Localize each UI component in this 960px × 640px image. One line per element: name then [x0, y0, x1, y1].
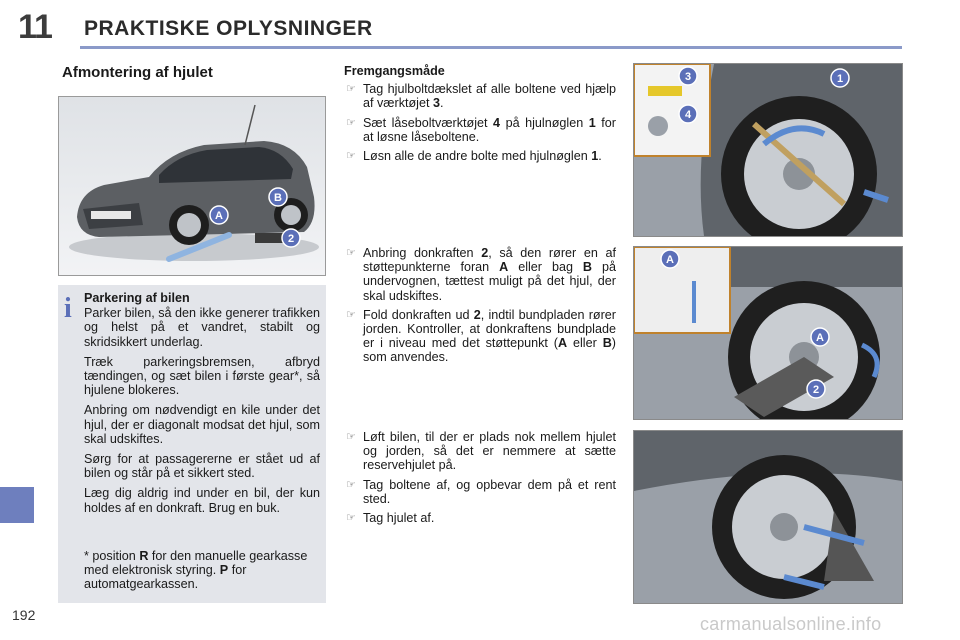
callout-b: B	[274, 192, 282, 204]
photo-wheel-bolts	[633, 63, 903, 237]
procedure-group-1	[344, 64, 616, 168]
info-title: Parkering af bilen	[84, 291, 190, 305]
procedure-group-3	[344, 430, 616, 530]
callout-2: 2	[287, 233, 295, 245]
info-icon: i	[64, 293, 72, 324]
callout-a: A	[816, 332, 824, 344]
callout-a: A	[666, 254, 674, 266]
callout-a: A	[215, 210, 223, 222]
page-number: 192	[12, 607, 36, 623]
pointing-hand-icon: ☞	[346, 431, 356, 443]
info-paragraph: Læg dig aldrig ind under en bil, der kun holdes af en donkraft. Brug en buk.	[84, 486, 320, 515]
callout-4: 4	[684, 109, 692, 121]
procedure-step: ☞ Tag boltene af, og opbevar dem på et rent sted.	[346, 477, 616, 506]
photo-wheel-removal	[633, 430, 903, 604]
procedure-step: ☞ Løsn alle de andre bolte med hjulnøglen 1.	[346, 149, 602, 164]
procedure-step: ☞ Anbring donkraften 2, så den rører en af støttepunkterne foran A eller bag B på undervognen, tættest muligt på det hjul, der skal udskiftes.	[346, 246, 616, 303]
callout-2: 2	[812, 384, 820, 396]
pointing-hand-icon: ☞	[346, 116, 356, 129]
callout-1: 1	[836, 73, 844, 85]
photo-jack-placement	[633, 246, 903, 420]
procedure-step: ☞ Tag hjulboltdækslet af alle boltene ved hjælp af værktøjet 3.	[346, 82, 616, 111]
procedure-step: ☞ Løft bilen, til der er plads nok mellem hjulet og jorden, så det er nemmere at sætte reservehjulet på.	[346, 430, 616, 473]
callout-3: 3	[684, 71, 692, 83]
pointing-hand-icon: ☞	[346, 83, 356, 96]
footnote: * position R for den manuelle gearkasse med elektronisk styring. P for automatgearkassen.	[84, 549, 308, 591]
pointing-hand-icon: ☞	[346, 308, 356, 321]
chapter-number: 11	[18, 8, 52, 46]
procedure-step: ☞ Sæt låseboltværktøjet 4 på hjulnøglen 1 for at løsne låseboltene.	[346, 115, 617, 144]
procedure-title: Fremgangsmåde	[344, 64, 445, 78]
procedure-group-2	[344, 246, 616, 370]
watermark: carmanualsonline.info	[700, 614, 882, 634]
procedure-step: ☞ Tag hjulet af.	[346, 511, 435, 526]
pointing-hand-icon: ☞	[346, 150, 356, 163]
section-heading: Afmontering af hjulet	[62, 64, 213, 81]
car-drawing	[59, 97, 325, 275]
pointing-hand-icon: ☞	[346, 478, 356, 491]
pointing-hand-icon: ☞	[346, 512, 356, 525]
pointing-hand-icon: ☞	[346, 247, 356, 259]
chapter-title: PRAKTISKE OPLYSNINGER	[84, 17, 373, 40]
header-rule	[80, 46, 902, 49]
info-paragraph: Anbring om nødvendigt en kile under det hjul, der er diagonalt modsat det hjul, som skal udskiftes.	[84, 403, 320, 446]
car-illustration	[58, 96, 326, 276]
info-paragraph: Parker bilen, så den ikke generer trafikken og helst på et vandret, stabilt og skridsikkert underlag.	[84, 306, 320, 349]
info-box	[58, 285, 326, 603]
info-paragraph: Træk parkeringsbremsen, afbryd tændingen, og sæt bilen i første gear*, så hjulene blokeres.	[84, 354, 320, 398]
procedure-step: ☞ Fold donkraften ud 2, indtil bundpladen rører jorden. Kontroller, at donkraftens bundplade er i niveau med det støttepunkt (A eller B) som anvendes.	[346, 307, 616, 365]
info-text	[84, 291, 320, 521]
chapter-side-tab	[0, 487, 34, 523]
info-paragraph: Sørg for at passagererne er stået ud af bilen og står på et sikkert sted.	[84, 452, 320, 481]
